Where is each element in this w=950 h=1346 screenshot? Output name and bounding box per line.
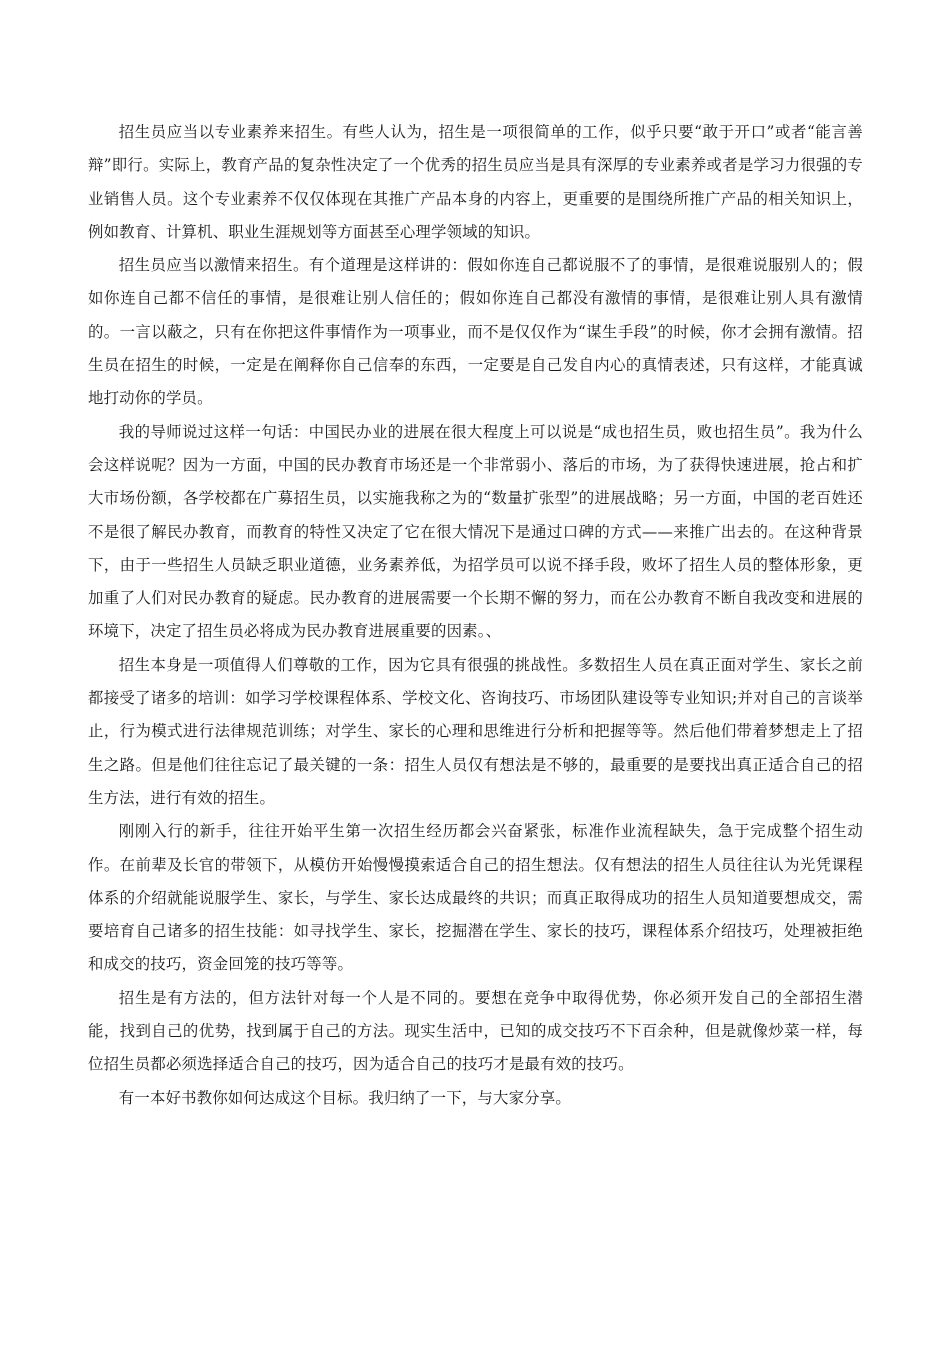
paragraph-closing: 有一本好书教你如何达成这个目标。我归纳了一下，与大家分享。 — [118, 1088, 571, 1107]
paragraph-respectable-work: 招生本身是一项值得人们尊敬的工作，因为它具有很强的挑战性。多数招生人员在真正面对学生、家长之前都接受了诸多的培训：如学习学校课程体系、学校文化、咨询技巧、市场团队建设等专业知识;并对自己的言谈举止，行为模式进行法律规范训练；对学生、家长的心理和思维进行分析和把握等等。然后他们带着梦想走上了招生之路。但是他们往往忘记了最关键的一条：招生人员仅有想法是不够的，最重要的是要找出真正适合自己的招生方法，进行有效的招生。 — [88, 655, 863, 807]
paragraph-passion: 招生员应当以激情来招生。有个道理是这样讲的：假如你连自己都说服不了的事情，是很难说服别人的；假如你连自己都不信任的事情，是很难让别人信任的；假如你连自己都没有激情的事情，是很难让别人具有激情的。一言以蔽之，只有在你把这件事情作为一项事业，而不是仅仅作为“谋生手段”的时候，你才会拥有激情。招生员在招生的时候，一定是在阐释你自己信奉的东西，一定要是自己发自内心的真情表述，只有这样，才能真诚地打动你的学员。 — [88, 256, 863, 408]
paragraph-professional-quality: 招生员应当以专业素养来招生。有些人认为，招生是一项很简单的工作，似乎只要“敢于开口”或者“能言善辩”即行。实际上，教育产品的复杂性决定了一个优秀的招生员应当是具有深厚的专业素养或者是学习力很强的专业销售人员。这个专业素养不仅仅体现在其推广产品本身的内容上，更重要的是围绕所推广产品的相关知识上，例如教育、计算机、职业生涯规划等方面甚至心理学领域的知识。 — [88, 123, 863, 241]
paragraph-mentor-quote: 我的导师说过这样一句话：中国民办业的进展在很大程度上可以说是“成也招生员，败也招生员”。我为什么会这样说呢？因为一方面，中国的民办教育市场还是一个非常弱小、落后的市场，为了获得快速进展，抢占和扩大市场份额，各学校都在广募招生员，以实施我称之为的“数量扩张型”的进展战略；另一方面，中国的老百姓还不是很了解民办教育，而教育的特性又决定了它在很大情况下是通过口碑的方式——来推广出去的。在这种背景下，由于一些招生人员缺乏职业道德，业务素养低，为招学员可以说不择手段，败坏了招生人员的整体形象，更加重了人们对民办教育的疑虑。民办教育的进展需要一个长期不懈的努力，而在公办教育不断自我改变和进展的环境下，决定了招生员必将成为民办教育进展重要的因素。、 — [88, 422, 863, 641]
document-body — [88, 116, 863, 1115]
paragraph-methods: 招生是有方法的，但方法针对每一个人是不同的。要想在竞争中取得优势，你必须开发自己的全部招生潜能，找到自己的优势，找到属于自己的方法。现实生活中，已知的成交技巧不下百余种，但是就像炒菜一样，每位招生员都必须选择适合自己的技巧，因为适合自己的技巧才是最有效的技巧。 — [88, 988, 863, 1074]
paragraph-newcomers: 刚刚入行的新手，往往开始平生第一次招生经历都会兴奋紧张，标准作业流程缺失，急于完成整个招生动作。在前辈及长官的带领下，从模仿开始慢慢摸索适合自己的招生想法。仅有想法的招生人员往往认为光凭课程体系的介绍就能说服学生、家长，与学生、家长达成最终的共识；而真正取得成功的招生人员知道要想成交，需要培育自己诸多的招生技能：如寻找学生、家长，挖掘潜在学生、家长的技巧，课程体系介绍技巧，处理被拒绝和成交的技巧，资金回笼的技巧等等。 — [88, 822, 863, 974]
